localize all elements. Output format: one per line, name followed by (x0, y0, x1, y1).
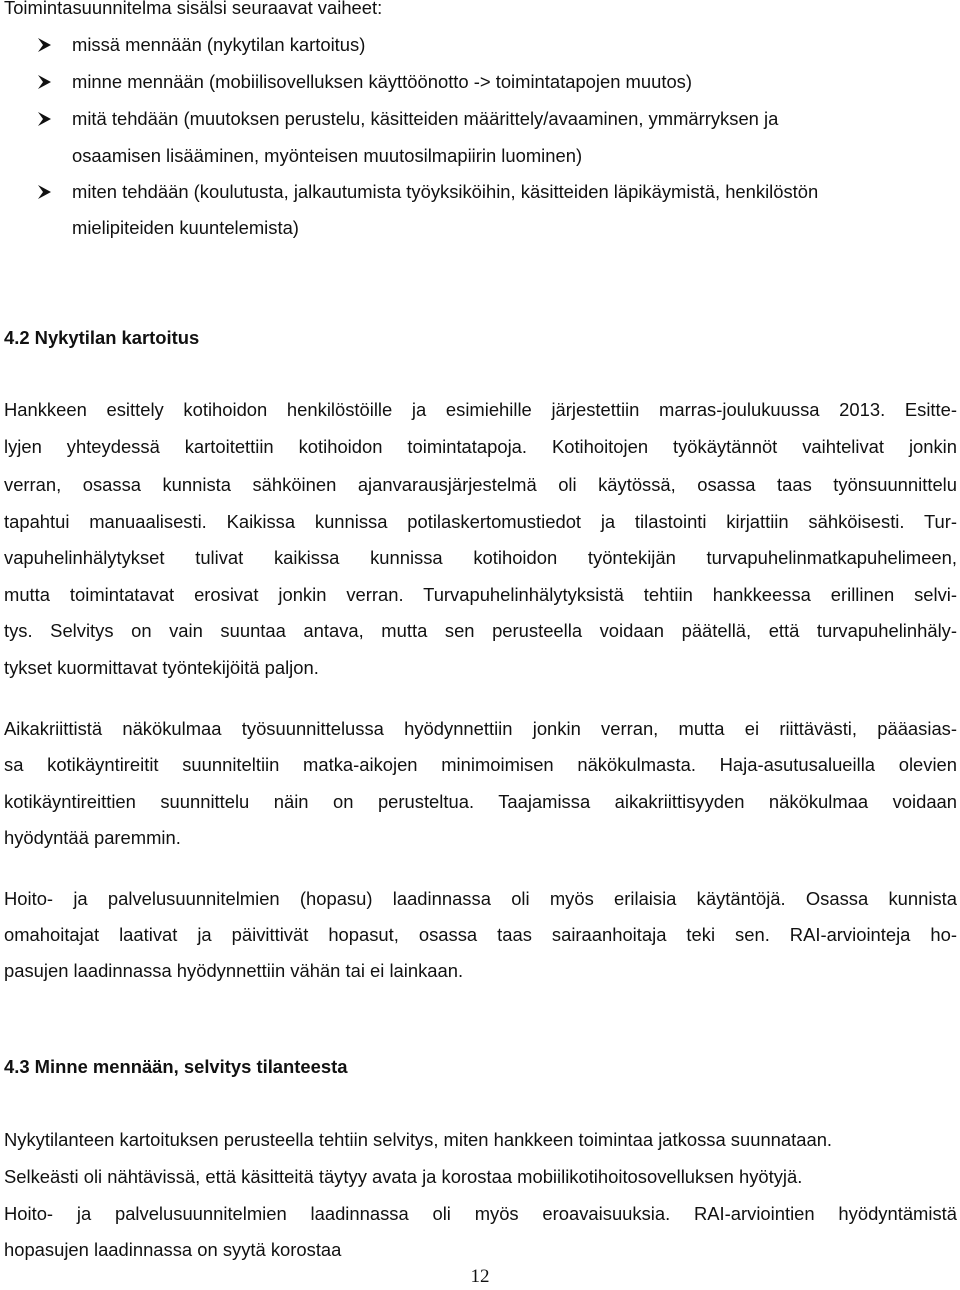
bullet-item: minne mennään (mobiilisovelluksen käyttöönotto -> toimintatapojen muutos) (72, 71, 692, 92)
intro-text: Toimintasuunnitelma sisälsi seuraavat vaiheet: (4, 0, 383, 18)
paragraph-line: hopasujen laadinnassa on syytä korostaa (4, 1239, 342, 1260)
paragraph-line: mutta toimintatavat erosivat jonkin verran. Turvapuhelinhälytyksistä tehtiin hankkeessa erillinen selvi- (4, 584, 957, 605)
bullet-item: miten tehdään (koulutusta, jalkautumista työyksiköihin, käsitteiden läpikäymistä, henkilöstön (72, 181, 819, 202)
paragraph-line: sa kotikäyntireitit suunniteltiin matka-aikojen minimoimisen näkökulmasta. Haja-asutusalueilla olevien (4, 754, 957, 775)
arrow-bullet-icon (36, 181, 56, 203)
bullet-item-continuation: mielipiteiden kuuntelemista) (72, 217, 299, 238)
paragraph-line: kotikäyntireittien suunnittelu näin on perusteltua. Taajamissa aikakriittisyyden näkökulmaa voidaan (4, 791, 957, 812)
paragraph-line: Selkeästi oli nähtävissä, että käsitteitä täytyy avata ja korostaa mobiilikotihoitosovelluksen hyötyjä. (4, 1166, 803, 1187)
section-heading-4-3: 4.3 Minne mennään, selvitys tilanteesta (4, 1056, 348, 1077)
paragraph-line: tys. Selvitys on vain suuntaa antava, mutta sen perusteella voidaan päätellä, että turvapuhelinhäly- (4, 620, 957, 641)
arrow-bullet-icon (36, 71, 56, 93)
paragraph-line: hyödyntää paremmin. (4, 827, 181, 848)
paragraph-line: tapahtui manuaalisesti. Kaikissa kunnissa potilaskertomustiedot ja tilastointi kirjattiin sähköisesti. Tur- (4, 511, 957, 532)
paragraph-line: Aikakriittistä näkökulmaa työsuunnittelussa hyödynnettiin jonkin verran, mutta ei riittävästi, pääasias- (4, 718, 957, 739)
bullet-item-continuation: osaamisen lisääminen, myönteisen muutosilmapiirin luominen) (72, 145, 583, 166)
arrow-bullet-icon (36, 34, 56, 56)
section-heading-4-2: 4.2 Nykytilan kartoitus (4, 327, 200, 348)
paragraph-line: verran, osassa kunnista sähköinen ajanvarausjärjestelmä oli käytössä, osassa taas työnsuunnittelu (4, 474, 957, 495)
bullet-item: mitä tehdään (muutoksen perustelu, käsitteiden määrittely/avaaminen, ymmärryksen ja (72, 108, 779, 129)
paragraph-line: Hoito- ja palvelusuunnitelmien (hopasu) laadinnassa oli myös erilaisia käytäntöjä. Osassa kunnista (4, 888, 957, 909)
paragraph-line: pasujen laadinnassa hyödynnettiin vähän tai ei lainkaan. (4, 960, 464, 981)
paragraph-line: tykset kuormittavat työntekijöitä paljon. (4, 657, 319, 678)
paragraph-line: Hankkeen esittely kotihoidon henkilöstöille ja esimiehille järjestettiin marras-joulukuussa 2013. Esitte- (4, 399, 957, 420)
arrow-bullet-icon (36, 108, 56, 130)
paragraph-line: Hoito- ja palvelusuunnitelmien laadinnassa oli myös eroavaisuuksia. RAI-arviointien hyödyntämistä (4, 1203, 957, 1224)
paragraph-line: vapuhelinhälytykset tulivat kaikissa kunnissa kotihoidon työntekijän turvapuhelinmatkapuhelimeen, (4, 547, 957, 568)
page-number: 12 (470, 1266, 490, 1287)
paragraph-line: omahoitajat laativat ja päivittivät hopasut, osassa taas sairaanhoitaja teki sen. RAI-arviointeja ho- (4, 924, 957, 945)
bullet-item: missä mennään (nykytilan kartoitus) (72, 34, 366, 55)
paragraph-line: lyjen yhteydessä kartoitettiin kotihoidon toimintatapoja. Kotihoitojen työkäytännöt vaihtelivat jonkin (4, 436, 957, 457)
paragraph-line: Nykytilanteen kartoituksen perusteella tehtiin selvitys, miten hankkeen toimintaa jatkossa suunnataan. (4, 1129, 833, 1150)
